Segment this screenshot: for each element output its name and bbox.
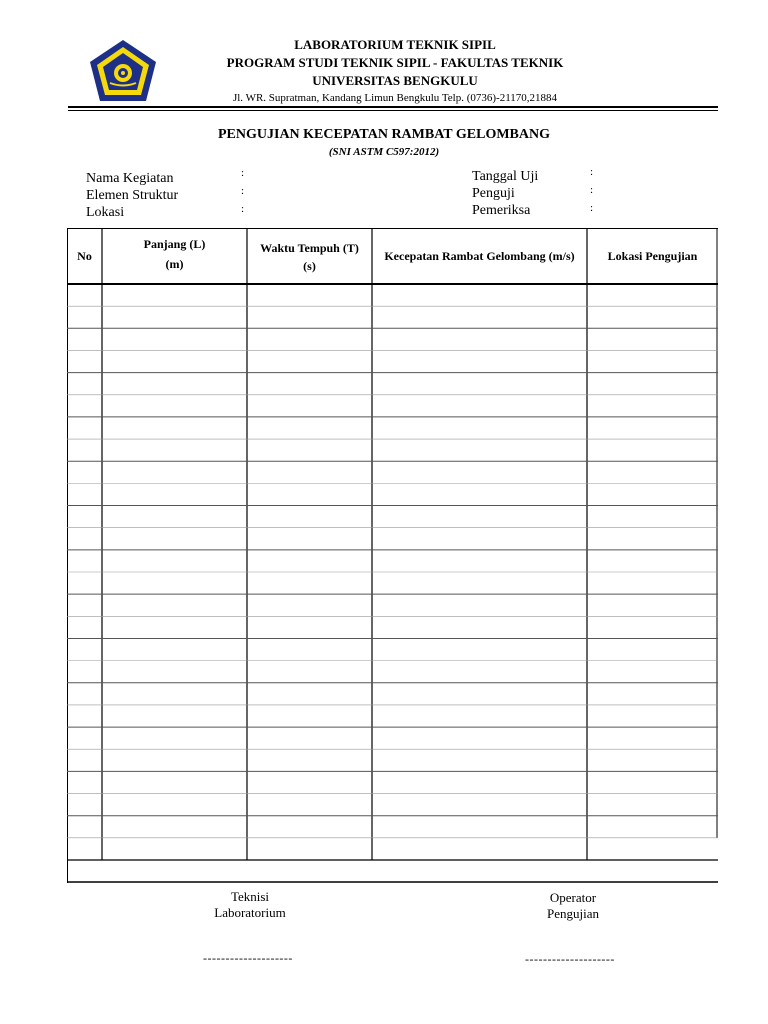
field-colon: : (590, 202, 594, 214)
university-name: UNIVERSITAS BENGKULU (312, 73, 478, 88)
field-nama-kegiatan: Nama Kegiatan (86, 171, 174, 186)
field-tanggal-uji: Tanggal Uji (472, 169, 539, 184)
form-standard: (SNI ASTM C597:2012) (328, 146, 440, 158)
field-elemen-struktur: Elemen Struktur (86, 188, 179, 203)
data-table (67, 228, 718, 883)
field-colon: : (241, 185, 245, 197)
field-penguji: Penguji (472, 186, 515, 201)
header-rule (68, 106, 718, 108)
field-colon: : (241, 167, 245, 179)
col-header-kecepatan: Kecepatan Rambat Gelombang (m/s) (384, 248, 575, 263)
field-lokasi: Lokasi (86, 205, 125, 220)
col-header-lokasi: Lokasi Pengujian (607, 248, 698, 263)
col-header-panjang-unit: (m) (165, 256, 184, 271)
table-grid (67, 228, 718, 883)
signature-line-left: -------------------- (203, 951, 293, 965)
lab-name: LABORATORIUM TEKNIK SIPIL (294, 37, 496, 52)
signature-left-subtitle: Laboratorium (214, 905, 286, 920)
signature-right-title: Operator (549, 890, 597, 905)
university-logo (88, 38, 158, 104)
address: Jl. WR. Supratman, Kandang Limun Bengkulu Telp. (0736)-21170,21884 (232, 92, 558, 104)
field-colon: : (590, 166, 594, 178)
col-header-no: No (77, 248, 92, 263)
form-title: PENGUJIAN KECEPATAN RAMBAT GELOMBANG (218, 127, 550, 142)
field-colon: : (590, 184, 594, 196)
field-pemeriksa: Pemeriksa (472, 203, 531, 218)
program-name: PROGRAM STUDI TEKNIK SIPIL - FAKULTAS TEKNIK (226, 55, 564, 70)
header-rule-thin (68, 110, 718, 111)
signature-right-subtitle: Pengujian (547, 906, 599, 921)
col-header-waktu: Waktu Tempuh (T) (260, 240, 359, 255)
signature-line-right: -------------------- (525, 952, 615, 966)
col-header-panjang: Panjang (L) (143, 236, 206, 251)
field-colon: : (241, 203, 245, 215)
col-header-waktu-unit: (s) (303, 258, 316, 273)
signature-left-title: Teknisi (230, 889, 270, 904)
